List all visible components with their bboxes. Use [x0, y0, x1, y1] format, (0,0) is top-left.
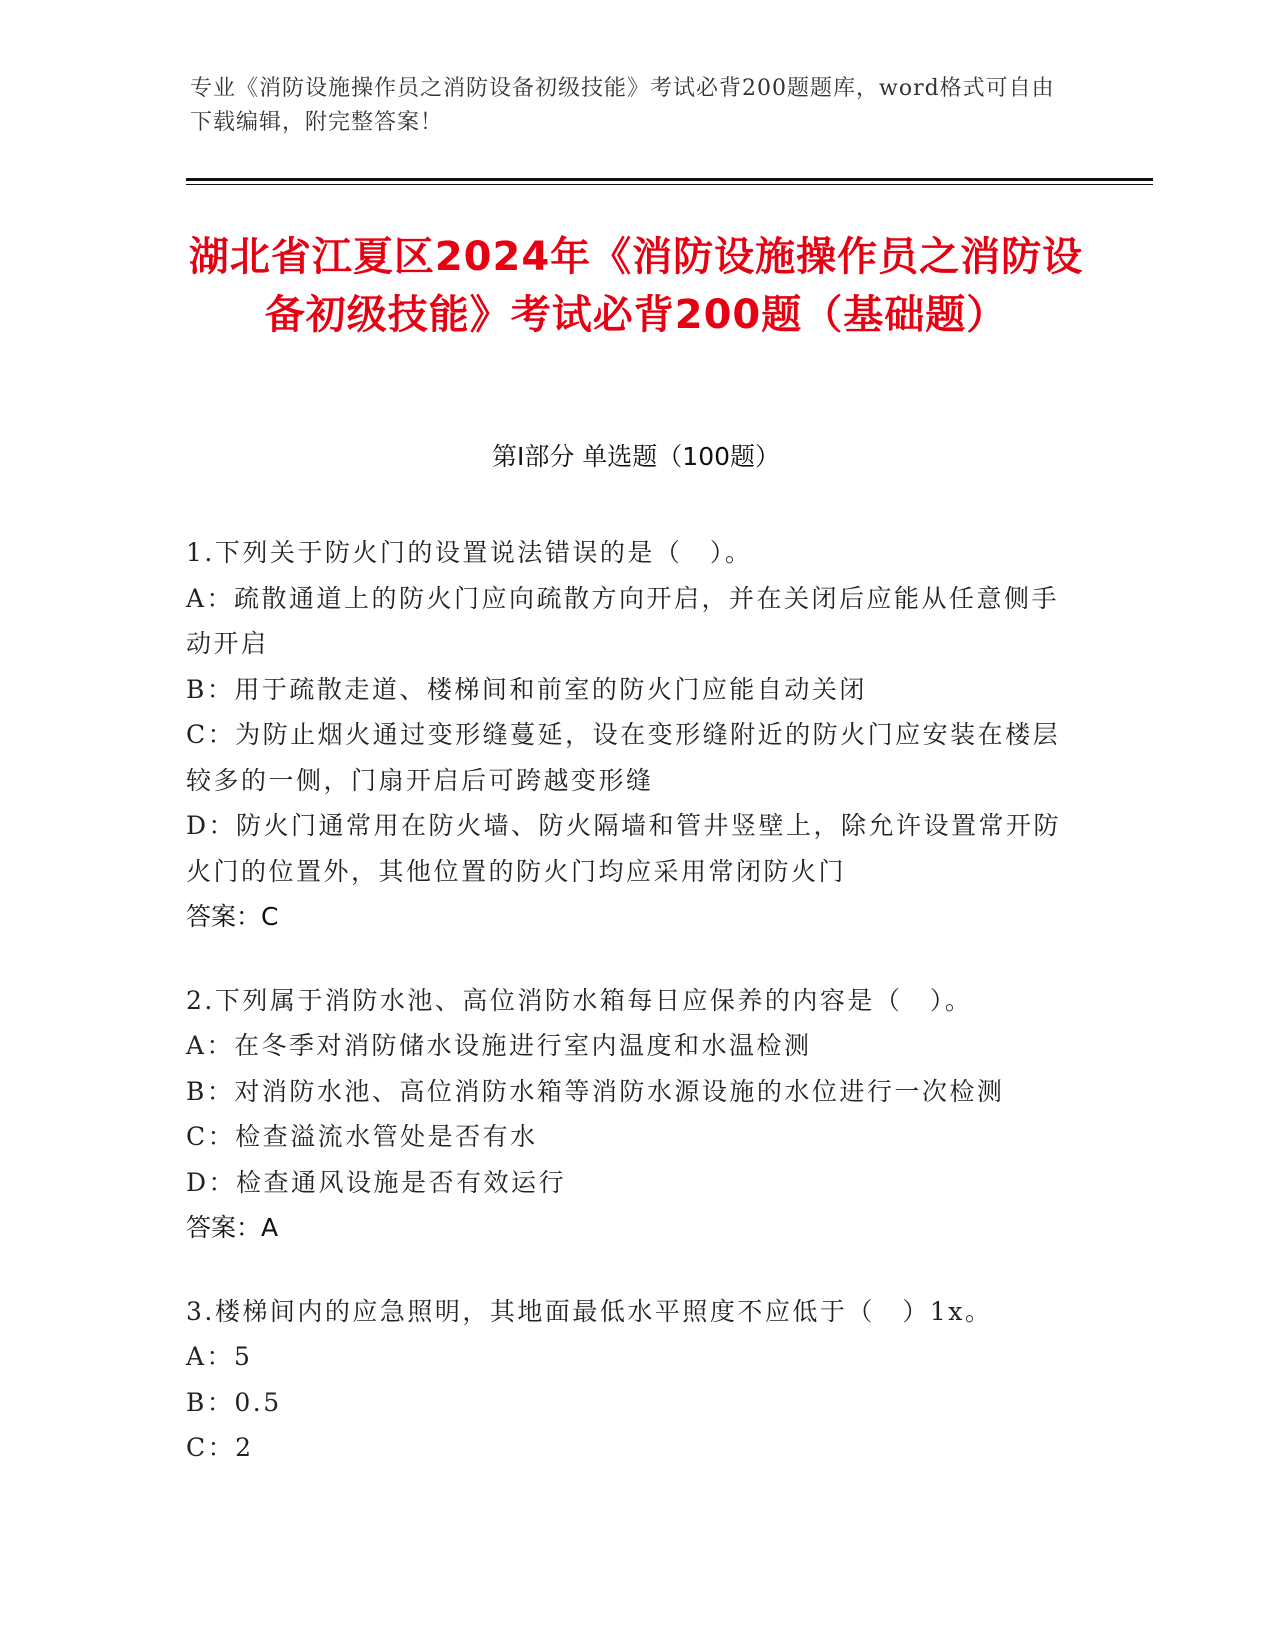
question-stem: 2.下列属于消防水池、高位消防水箱每日应保养的内容是（ ）。	[186, 985, 973, 1015]
question-list	[186, 530, 1086, 1509]
header-note: 专业《消防设施操作员之消防设备初级技能》考试必背200题题库，word格式可自由下载编辑，附完整答案！	[190, 76, 1055, 135]
option-b: B：用于疏散走道、楼梯间和前室的防火门应能自动关闭	[186, 674, 867, 704]
question-1	[186, 530, 1086, 940]
option-b: B：对消防水池、高位消防水箱等消防水源设施的水位进行一次检测	[186, 1076, 1005, 1106]
option-c: C：检查溢流水管处是否有水	[186, 1122, 538, 1151]
answer: 答案：C	[186, 902, 279, 931]
section-title: 第I部分 单选题（100题）	[491, 442, 781, 471]
header-divider-thin	[186, 184, 1153, 185]
document-title: 湖北省江夏区2024年《消防设施操作员之消防设备初级技能》考试必背200题（基础题）	[188, 234, 1084, 338]
option-c: C：2	[186, 1433, 254, 1462]
option-d: D：检查通风设施是否有效运行	[186, 1167, 567, 1197]
option-a: A：5	[186, 1342, 253, 1371]
question-stem: 3.楼梯间内的应急照明，其地面最低水平照度不应低于（ ）1x。	[186, 1296, 993, 1326]
option-a: A：在冬季对消防储水设施进行室内温度和水温检测	[186, 1031, 812, 1060]
option-c: C：为防止烟火通过变形缝蔓延，设在变形缝附近的防火门应安装在楼层较多的一侧，门扇开启后可跨越变形缝	[186, 720, 1061, 795]
question-2	[186, 978, 1086, 1251]
question-3	[186, 1289, 1086, 1471]
header-divider-thick	[186, 178, 1153, 181]
option-d: D：防火门通常用在防火墙、防火隔墙和管井竖壁上，除允许设置常开防火门的位置外，其他位置的防火门均应采用常闭防火门	[186, 811, 1062, 886]
option-a: A：疏散通道上的防火门应向疏散方向开启，并在关闭后应能从任意侧手动开启	[186, 583, 1060, 658]
question-stem: 1.下列关于防火门的设置说法错误的是（ ）。	[186, 538, 753, 567]
answer: 答案：A	[186, 1213, 279, 1242]
option-b: B：0.5	[186, 1387, 282, 1417]
